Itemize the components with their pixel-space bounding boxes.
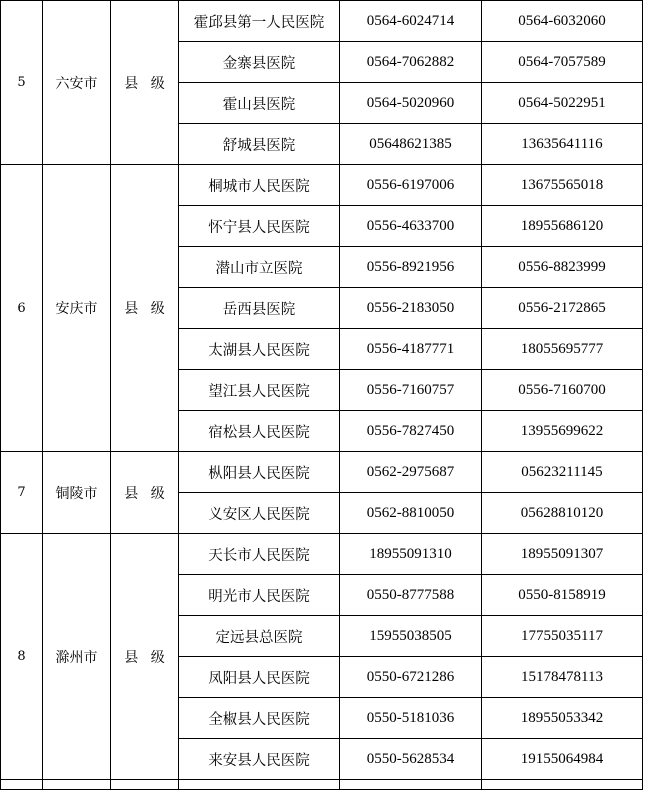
hospital-name: 潜山市立医院 (179, 247, 340, 288)
hospital-name: 明光市人民医院 (179, 575, 340, 616)
hospital-name: 岳西县医院 (179, 288, 340, 329)
phone-secondary: 0564-7057589 (482, 42, 643, 83)
phone-primary: 0556-4633700 (340, 206, 482, 247)
phone-secondary: 19155064984 (482, 739, 643, 780)
group-number: 5 (1, 1, 43, 165)
hospital-level: 县级 (111, 1, 179, 165)
phone-primary: 18955091310 (340, 534, 482, 575)
phone-secondary: 0556-2172865 (482, 288, 643, 329)
hospital-name: 义安区人民医院 (179, 493, 340, 534)
table-row (1, 165, 643, 206)
table-row (1, 534, 643, 575)
phone-secondary: 13955699622 (482, 411, 643, 452)
hospital-name: 全椒县人民医院 (179, 698, 340, 739)
phone-primary: 0556-6197006 (340, 165, 482, 206)
phone-primary: 0550-8777588 (340, 575, 482, 616)
group-number: 6 (1, 165, 43, 452)
hospital-name: 金寨县医院 (179, 42, 340, 83)
phone-primary: 0564-7062882 (340, 42, 482, 83)
phone-primary: 0562-2975687 (340, 452, 482, 493)
phone-secondary: 0564-6032060 (482, 1, 643, 42)
table-row (1, 452, 643, 493)
hospital-name: 桐城市人民医院 (179, 165, 340, 206)
hospital-name: 宿松县人民医院 (179, 411, 340, 452)
phone-secondary: 17755035117 (482, 616, 643, 657)
hospital-name: 凤阳县人民医院 (179, 657, 340, 698)
city-name: 六安市 (43, 1, 111, 165)
phone-primary: 0550-5628534 (340, 739, 482, 780)
phone-secondary: 0564-5022951 (482, 83, 643, 124)
table-row (1, 1, 643, 42)
hospital-name: 望江县人民医院 (179, 370, 340, 411)
phone-primary: 0556-7827450 (340, 411, 482, 452)
phone-primary: 15955038505 (340, 616, 482, 657)
hospital-name: 来安县人民医院 (179, 739, 340, 780)
phone-secondary: 0556-7160700 (482, 370, 643, 411)
phone-secondary: 05623211145 (482, 452, 643, 493)
phone-secondary: 0556-8823999 (482, 247, 643, 288)
hospital-level: 县级 (111, 452, 179, 534)
phone-secondary: 0550-8158919 (482, 575, 643, 616)
city-name: 安庆市 (43, 165, 111, 452)
phone-secondary: 18055695777 (482, 329, 643, 370)
city-name: 滁州市 (43, 534, 111, 780)
phone-primary: 0556-7160757 (340, 370, 482, 411)
phone-secondary: 18955091307 (482, 534, 643, 575)
phone-primary: 0550-5181036 (340, 698, 482, 739)
hospital-name: 枞阳县人民医院 (179, 452, 340, 493)
group-number: 8 (1, 534, 43, 780)
phone-primary: 0556-8921956 (340, 247, 482, 288)
hospital-name: 定远县总医院 (179, 616, 340, 657)
hospital-name: 霍山县医院 (179, 83, 340, 124)
phone-primary: 0564-5020960 (340, 83, 482, 124)
hospital-name: 霍邱县第一人民医院 (179, 1, 340, 42)
hospital-level: 县级 (111, 534, 179, 780)
phone-secondary: 18955686120 (482, 206, 643, 247)
phone-secondary: 15178478113 (482, 657, 643, 698)
phone-primary: 0550-6721286 (340, 657, 482, 698)
phone-primary: 0556-2183050 (340, 288, 482, 329)
phone-primary: 0564-6024714 (340, 1, 482, 42)
phone-secondary: 18955053342 (482, 698, 643, 739)
phone-primary: 0562-8810050 (340, 493, 482, 534)
hospital-level: 县级 (111, 165, 179, 452)
phone-secondary: 13635641116 (482, 124, 643, 165)
phone-secondary: 05628810120 (482, 493, 643, 534)
table-row-partial (1, 780, 643, 790)
hospital-name: 天长市人民医院 (179, 534, 340, 575)
table-body (1, 0, 643, 790)
hospital-name: 舒城县医院 (179, 124, 340, 165)
phone-primary: 0556-4187771 (340, 329, 482, 370)
hospital-name: 太湖县人民医院 (179, 329, 340, 370)
group-number: 7 (1, 452, 43, 534)
phone-secondary: 13675565018 (482, 165, 643, 206)
city-name: 铜陵市 (43, 452, 111, 534)
hospital-name: 怀宁县人民医院 (179, 206, 340, 247)
phone-primary: 05648621385 (340, 124, 482, 165)
